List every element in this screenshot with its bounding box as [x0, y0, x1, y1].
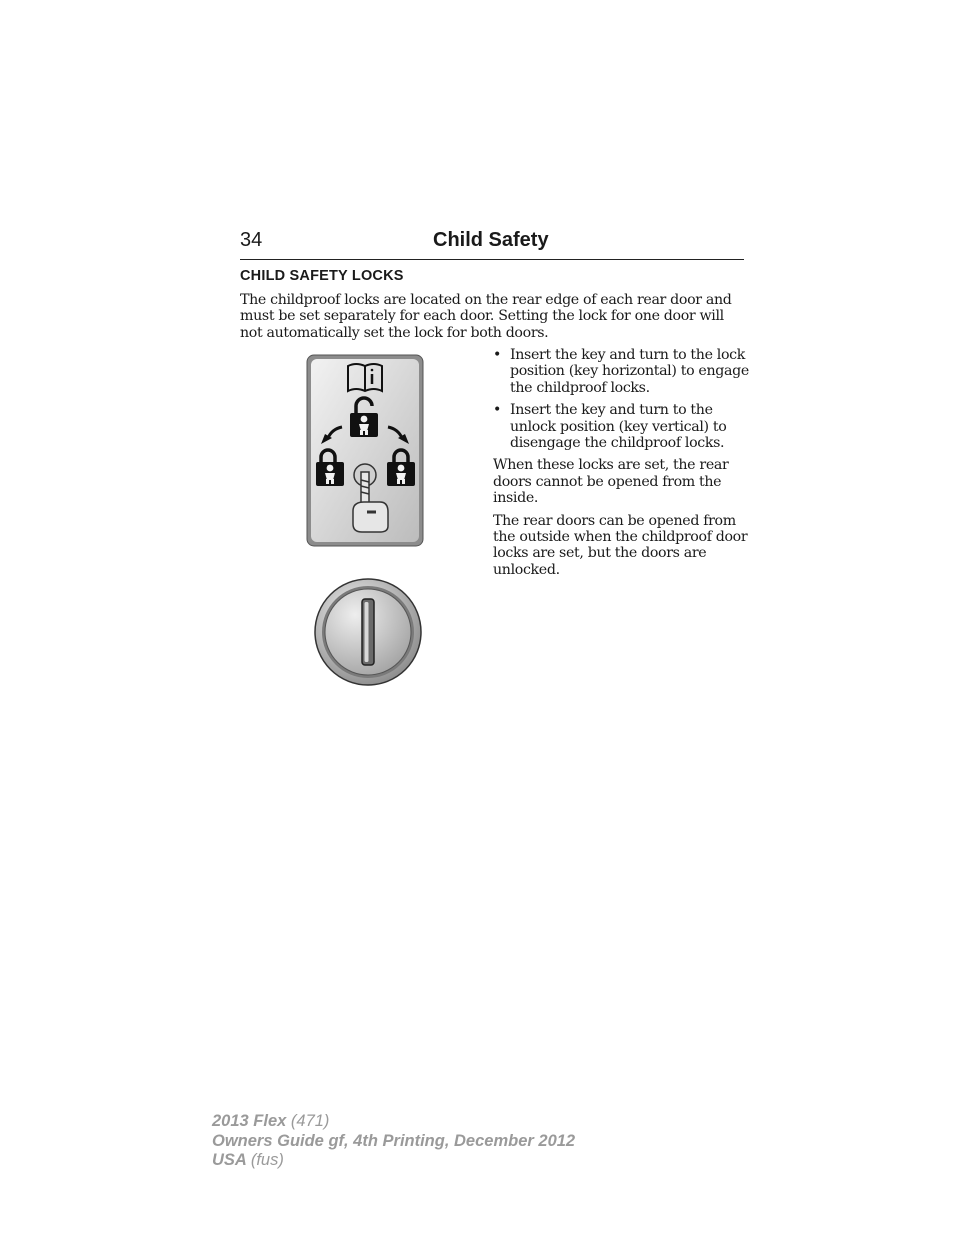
- chapter-title: Child Safety: [433, 229, 549, 251]
- page-header: [240, 229, 744, 260]
- footer-market: USA: [212, 1151, 247, 1169]
- footer-line: [212, 1151, 575, 1171]
- footer-model-code: (471): [290, 1112, 330, 1130]
- page-footer: [212, 1112, 575, 1171]
- instruction-list: [493, 347, 751, 451]
- page-number: 34: [240, 229, 263, 251]
- list-item-text: Insert the key and turn to the unlock position (key vertical) to disengage the childproof locks.: [510, 402, 727, 452]
- instructions-column: [493, 347, 751, 584]
- footer-market-code: (fus): [250, 1151, 284, 1169]
- body-paragraph: When these locks are set, the rear doors cannot be opened from the inside.: [493, 457, 729, 507]
- body-paragraph: The rear doors can be opened from the outside when the childproof door locks are set, but the doors are unlocked.: [493, 512, 748, 578]
- footer-model: 2013 Flex: [212, 1112, 287, 1130]
- intro-paragraph: The childproof locks are located on the rear edge of each rear door and must be set separately for each door. Setting the lock for one door will not automatically set the lock for both doors.: [240, 292, 732, 341]
- childproof-lock-diagram: [306, 354, 424, 547]
- list-item-text: Insert the key and turn to the lock position (key horizontal) to engage the childproof locks.: [510, 347, 749, 396]
- list-item: [493, 347, 751, 396]
- bullet-marker: •: [493, 347, 502, 363]
- bullet-marker: •: [493, 402, 502, 419]
- list-item: [493, 402, 751, 451]
- section-heading: CHILD SAFETY LOCKS: [240, 268, 404, 284]
- key-cylinder-icon: [313, 577, 423, 687]
- footer-guide: Owners Guide gf, 4th Printing, December 2012: [212, 1131, 576, 1150]
- footer-line: [212, 1112, 575, 1132]
